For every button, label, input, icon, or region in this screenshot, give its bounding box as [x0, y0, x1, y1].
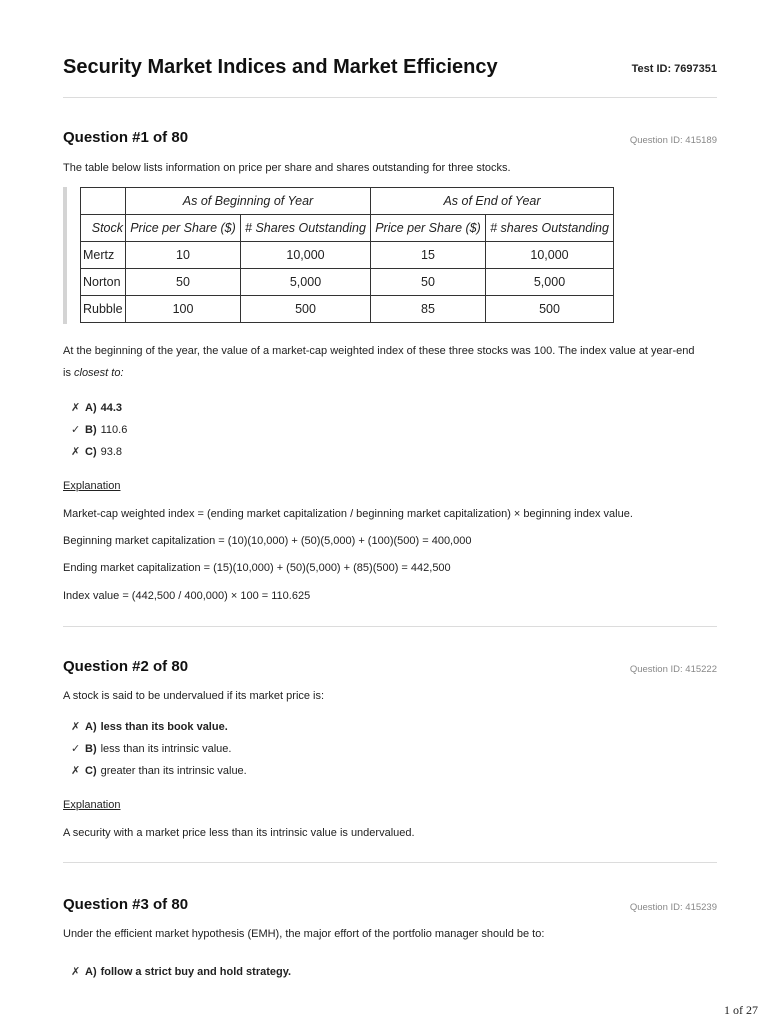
explanation-line: A security with a market price less than its intrinsic value is undervalued. — [63, 827, 415, 839]
stock-table-container — [63, 187, 614, 324]
table-cell: Rubble — [81, 296, 126, 323]
answer-choice-b[interactable] — [71, 738, 247, 760]
explanation-line: Ending market capitalization = (15)(10,000) + (50)(5,000) + (85)(500) = 442,500 — [63, 562, 451, 574]
table-column-header: Price per Share ($) — [126, 215, 241, 242]
answer-choice-a[interactable] — [71, 961, 291, 983]
incorrect-mark-icon: ✗ — [71, 765, 81, 777]
incorrect-mark-icon: ✗ — [71, 721, 81, 733]
table-cell: Mertz — [81, 242, 126, 269]
explanation-line: Beginning market capitalization = (10)(10,000) + (50)(5,000) + (100)(500) = 400,000 — [63, 535, 472, 547]
test-id: Test ID: 7697351 — [631, 63, 717, 75]
choice-text: greater than its intrinsic value. — [100, 765, 247, 777]
table-cell: 5,000 — [241, 269, 371, 296]
choice-text: 93.8 — [100, 446, 123, 458]
question-2 — [63, 627, 717, 863]
incorrect-mark-icon: ✗ — [71, 966, 81, 978]
table-cell: 85 — [371, 296, 486, 323]
question-id: Question ID: 415239 — [629, 902, 717, 913]
table-cell: 100 — [126, 296, 241, 323]
choice-letter: A) — [85, 721, 97, 733]
table-cell: 5,000 — [486, 269, 614, 296]
document-header — [63, 0, 717, 98]
page-number: 1 of 27 — [724, 1003, 758, 1017]
answer-choices — [71, 961, 291, 983]
choice-text: 44.3 — [100, 402, 123, 414]
question-prompt-text: At the beginning of the year, the value of a market-cap weighted index of these three stocks was 100. The index value at year-end is — [63, 345, 695, 379]
table-cell: 10,000 — [241, 242, 371, 269]
choice-text: follow a strict buy and hold strategy. — [100, 966, 292, 978]
answer-choice-c[interactable] — [71, 441, 127, 463]
answer-choice-a[interactable] — [71, 397, 127, 419]
choice-letter: B) — [85, 743, 97, 755]
question-prompt — [63, 340, 703, 384]
table-cell: 500 — [241, 296, 371, 323]
explanation-link[interactable]: Explanation — [63, 480, 121, 492]
question-id: Question ID: 415189 — [629, 135, 717, 146]
table-group-header: As of End of Year — [371, 188, 614, 215]
choice-text: 110.6 — [100, 424, 128, 436]
explanation-link[interactable]: Explanation — [63, 799, 121, 811]
explanation-line: Market-cap weighted index = (ending market capitalization / beginning market capitalization) × beginning index value. — [63, 508, 633, 520]
table-cell: 500 — [486, 296, 614, 323]
table-cell: 10 — [126, 242, 241, 269]
table-cell: 50 — [371, 269, 486, 296]
table-row — [81, 269, 614, 296]
table-cell: 50 — [126, 269, 241, 296]
table-group-header: As of Beginning of Year — [126, 188, 371, 215]
table-corner-cell — [81, 188, 126, 215]
choice-text: less than its intrinsic value. — [100, 743, 232, 755]
table-row — [81, 242, 614, 269]
question-3 — [63, 863, 717, 993]
question-intro: The table below lists information on price per share and shares outstanding for three stocks. — [63, 162, 511, 174]
document-title: Security Market Indices and Market Efficiency — [63, 56, 498, 78]
answer-choice-b[interactable] — [71, 419, 127, 441]
question-id: Question ID: 415222 — [629, 664, 717, 675]
explanation-line: Index value = (442,500 / 400,000) × 100 = 110.625 — [63, 590, 311, 602]
table-cell: 15 — [371, 242, 486, 269]
question-title: Question #1 of 80 — [63, 129, 189, 146]
choice-letter: B) — [85, 424, 97, 436]
question-prompt: A stock is said to be undervalued if its market price is: — [63, 690, 325, 702]
question-prompt-emphasis: closest to: — [74, 367, 124, 379]
choice-letter: C) — [85, 765, 97, 777]
question-1 — [63, 98, 717, 627]
question-title: Question #2 of 80 — [63, 658, 189, 675]
choice-letter: A) — [85, 402, 97, 414]
table-cell: 10,000 — [486, 242, 614, 269]
answer-choice-c[interactable] — [71, 760, 247, 782]
table-header-row — [81, 215, 614, 242]
answer-choice-a[interactable] — [71, 716, 247, 738]
table-column-header: Price per Share ($) — [371, 215, 486, 242]
answer-choices — [71, 716, 247, 782]
incorrect-mark-icon: ✗ — [71, 446, 81, 458]
choice-letter: A) — [85, 966, 97, 978]
table-column-header: Stock — [81, 215, 126, 242]
correct-mark-icon: ✓ — [71, 424, 81, 436]
table-row — [81, 296, 614, 323]
document-page — [63, 0, 717, 993]
incorrect-mark-icon: ✗ — [71, 402, 81, 414]
correct-mark-icon: ✓ — [71, 743, 81, 755]
question-prompt: Under the efficient market hypothesis (EMH), the major effort of the portfolio manager should be to: — [63, 928, 545, 940]
table-cell: Norton — [81, 269, 126, 296]
table-column-header: # Shares Outstanding — [241, 215, 371, 242]
answer-choices — [71, 397, 127, 463]
stock-table — [80, 187, 614, 323]
question-title: Question #3 of 80 — [63, 896, 189, 913]
table-group-header-row — [81, 188, 614, 215]
choice-letter: C) — [85, 446, 97, 458]
table-column-header: # shares Outstanding — [486, 215, 614, 242]
choice-text: less than its book value. — [100, 721, 228, 733]
